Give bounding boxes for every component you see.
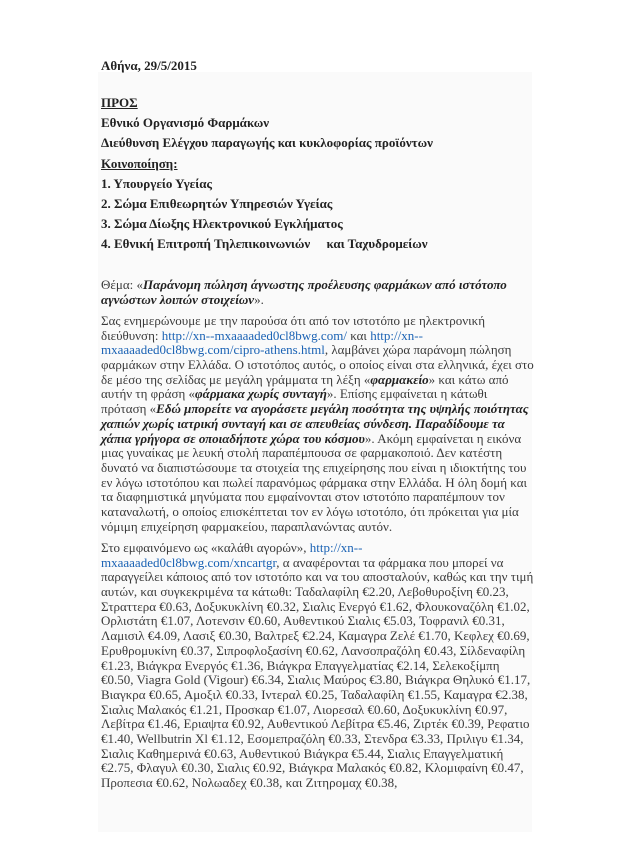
text: €1.40, Wellbutrin Xl €1.12, Εσομεπραζόλη €0.33, Στενδρα €3.33, Πριλιγυ €1.34, xyxy=(101,730,524,746)
text: Σας ενημερώνουμε με την παρούσα ότι από τον ιστοτόπο με ηλεκτρονική xyxy=(101,313,486,328)
body-paragraph-1 xyxy=(101,314,534,534)
body-paragraph-2 xyxy=(101,541,533,791)
cc-recipient: 1. Υπουργείο Υγείας xyxy=(101,175,213,191)
text-line xyxy=(101,600,533,615)
text-line xyxy=(101,570,533,585)
text-line xyxy=(101,761,533,776)
emphasized-text: Εδώ μπορείτε να αγοράσετε μεγάλη ποσότητα της υψηλής ποιότητας xyxy=(156,401,529,417)
text: τα διαφημιστικά μηνύματα που εμφαίνονται στον ιστοτόπο παραπέμπουν τον xyxy=(101,489,505,505)
text-line xyxy=(101,688,533,703)
text: και xyxy=(346,327,371,343)
emphasized-text: αγνώστων λοιπών στοιχείων xyxy=(101,291,255,307)
text-line xyxy=(101,747,533,762)
text-line xyxy=(101,520,534,535)
subject-paragraph xyxy=(101,278,507,307)
text-line xyxy=(101,417,534,432)
text-line xyxy=(101,629,533,644)
text: πρόταση « xyxy=(101,401,157,417)
text-line xyxy=(101,556,533,571)
text: , λαμβάνει χώρα παράνομη πώληση xyxy=(324,342,512,358)
text-line xyxy=(101,703,533,718)
text-line xyxy=(101,387,534,402)
cc-recipient: 3. Σώμα Δίωξης Ηλεκτρονικού Εγκλήματος xyxy=(101,216,343,232)
text-line xyxy=(101,373,534,388)
text: παραγγείλει κάποιος από τον ιστοτόπο και να του αποσταλούν, καθώς και την τιμή xyxy=(101,569,534,585)
text-line xyxy=(101,732,533,747)
text: » και κάτω από xyxy=(428,371,509,387)
text-line xyxy=(101,402,534,417)
url-link[interactable]: http://xn--mxaaaaded0cl8bwg.com/ xyxy=(161,327,347,343)
emphasized-text: χάπια γρήγορα σε οποιαδήποτε χώρα του κόσμου xyxy=(101,430,365,446)
text: Ορλιστάτη €1.07, Λοτενσιν €0.60, Αυθεντικού Σιαλις €5.03, Τοφρανιλ €0.31, xyxy=(101,613,505,629)
text-line xyxy=(101,432,534,447)
text: ». Ακόμη εμφαίνεται η εικόνα xyxy=(364,430,522,446)
text-line xyxy=(101,329,534,344)
text: καταναλωτή, ο οποίος επισκέπτεται τον εν λόγω ιστοτόπο, ότι πρόκειται για μία xyxy=(101,503,519,519)
text-line xyxy=(101,644,533,659)
text-line xyxy=(101,673,533,688)
text: Λεβίτρα €1.46, Εριαψτα €0.92, Αυθεντικού Λεβίτρα €5.46, Ζιρτέκ €0.39, Ρεφατιο xyxy=(101,716,530,732)
text-line xyxy=(101,614,533,629)
text: δε μέσο της σελίδας με μεγάλη γράμματα τη λέξη « xyxy=(101,371,371,387)
text-line xyxy=(101,446,534,461)
recipient: Εθνικό Οργανισμό Φαρμάκων xyxy=(101,115,270,131)
text-line xyxy=(101,314,534,329)
text-line xyxy=(101,358,534,373)
text: Ερυθρομυκίνη €0.37, Σιπροφλοξασίνη €0.62, Λανσοπραζόλη €0.43, Σίλδεναφίλη xyxy=(101,642,526,658)
text: €0.50, Viagra Gold (Vigour) €6.34, Σιαλις Μαύρος €3.80, Βιάγκρα Θηλυκό €1.17, xyxy=(101,672,531,688)
emphasized-text: Παράνομη πώληση άγνωστης προέλευσης φαρμάκων από ιστότοπο xyxy=(143,277,507,292)
text: , α αναφέρονται τα φάρμακα που μπορεί να xyxy=(276,554,504,570)
text: Θέμα: « xyxy=(101,277,143,292)
text: Σιαλις Μαλακός €1.21, Προσκαρ €1.07, Λιορεσαλ €0.60, Δοξυκυκλίνη €0.97, xyxy=(101,701,508,717)
to-label: ΠΡΟΣ xyxy=(101,95,138,110)
recipient: Διεύθυνση Ελέγχου παραγωγής και κυκλοφορίας προϊόντων xyxy=(101,135,433,151)
text: Λαμισιλ €4.09, Λασιξ €0.30, Βαλτρεξ €2.24, Καμαγρα Ζελέ €1.70, Κεφλεχ €0.69, xyxy=(101,628,530,644)
text-line xyxy=(101,541,533,556)
recipients-block xyxy=(101,93,433,255)
text: ». Επίσης εμφαίνεται η κάτωθι xyxy=(326,386,488,402)
text: διεύθυνση: xyxy=(101,327,162,343)
url-link[interactable]: mxaaaaded0cl8bwg.com/xncartgr xyxy=(101,554,277,570)
text: Στραττερα €0.63, Δοξυκυκλίνη €0.32, Σιαλις Ενεργό €1.62, Φλουκοναζόλη €1.02, xyxy=(101,598,530,614)
text: Βιαγκρα €0.65, Αμοξιλ €0.33, Ιντεραλ €0.25, Ταδαλαφίλη €1.55, Καμαγρα €2.38, xyxy=(101,686,528,702)
text: αυτών, και συγκεκριμένα τα κάτωθι: Ταδαλαφίλη €2.20, Λεβοθυροξίνη €0.23, xyxy=(101,584,509,600)
text-line xyxy=(101,461,534,476)
cc-recipient: 4. Εθνική Επιτροπή Τηλεπικοινωνιών και Ταχυδρομείων xyxy=(101,236,428,252)
text-line xyxy=(101,659,533,674)
text: φαρμάκων στην Ελλάδα. Ο ιστοτόπος αυτός, ο οποίος είναι στα ελληνικά, έχει στο xyxy=(101,357,534,373)
url-link[interactable]: http://xn-- xyxy=(370,327,423,343)
cc-label: Κοινοποίηση: xyxy=(101,155,178,171)
text-line xyxy=(101,343,534,358)
text: €1.23, Βιάγκρα Ενεργός €1.36, Βιάγκρα Επαγγελματίας €2.14, Σελεκοξίμπη xyxy=(101,657,500,673)
letter-date: Αθήνα, 29/5/2015 xyxy=(101,58,197,73)
text: δυνατό να διαπιστώσουμε τα στοιχεία της επιχείρησης που είναι η ιδιοκτήτης του xyxy=(101,459,527,475)
emphasized-text: χαπιών χωρίς ιατρική συνταγή και σε απευθείας σύνδεση. Παραδίδουμε τα xyxy=(101,415,505,431)
text-line xyxy=(101,490,534,505)
text: Σιαλις Καθημερινά €0.63, Αυθεντικού Βιάγκρα €5.44, Σιαλις Επαγγελματική xyxy=(101,745,504,761)
emphasized-text: φαρμακείο xyxy=(370,371,429,387)
emphasized-text: φάρμακα χωρίς συνταγή xyxy=(195,386,327,402)
text-line xyxy=(101,717,533,732)
text: Στο εμφαινόμενο ως «καλάθι αγορών», xyxy=(101,540,310,555)
text-line xyxy=(101,293,507,308)
text: αυτήν τη φράση « xyxy=(101,386,196,402)
text: €2.75, Φλαγυλ €0.30, Σιαλις €0.92, Βιάγκρα Μαλακός €0.82, Κλομιφαίνη €0.47, xyxy=(101,760,524,776)
text: ». xyxy=(254,291,264,307)
url-link[interactable]: http://xn-- xyxy=(309,540,363,555)
text: μιας γυναίκας με λευκή στολή παραπέμπουσα σε φαρμακοποιό. Δεν κατέστη xyxy=(101,445,503,461)
text: εν λόγω ιστοτόπου και πωλεί παρανόμως φάρμακα στην Ελλάδα. Η όλη δομή και xyxy=(101,474,528,490)
url-link[interactable]: mxaaaaded0cl8bwg.com/cipro-athens.html xyxy=(101,342,325,358)
text-line xyxy=(101,585,533,600)
text-line xyxy=(101,505,534,520)
text-line xyxy=(101,476,534,491)
text: νόμιμη επιχείρηση φαρμακείου, παραπλανώντας αυτόν. xyxy=(101,518,393,534)
cc-recipient: 2. Σώμα Επιθεωρητών Υπηρεσιών Υγείας xyxy=(101,196,333,212)
text-line xyxy=(101,278,507,293)
text: Προπεσια €0.62, Νολωαδεχ €0.38, και Ζιτηρομαχ €0.38, xyxy=(101,775,398,790)
text-line xyxy=(101,776,533,791)
